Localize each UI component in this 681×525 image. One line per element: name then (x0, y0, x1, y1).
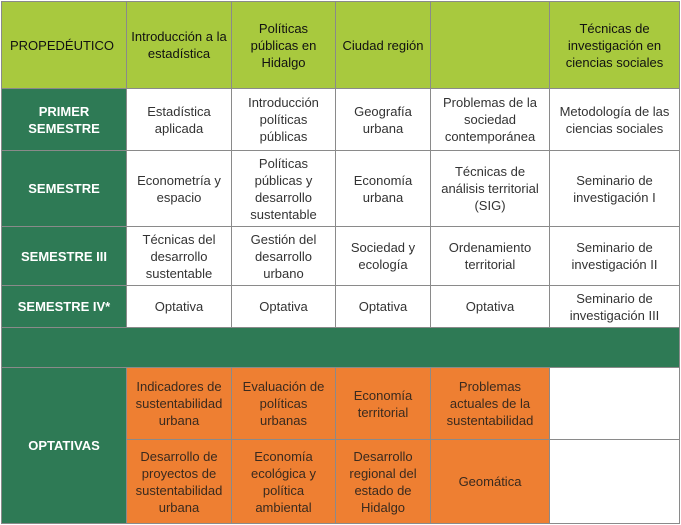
course-cell: Optativa (127, 286, 232, 328)
semester-label: SEMESTRE (2, 151, 127, 227)
optativa-cell: Desarrollo regional del estado de Hidalgo (336, 440, 431, 524)
curriculum-table (1, 1, 680, 524)
optativa-empty-cell (550, 440, 680, 524)
course-cell: Seminario de investigación III (550, 286, 680, 328)
course-cell: Metodología de las ciencias sociales (550, 89, 680, 151)
course-cell: Ordenamiento territorial (431, 227, 550, 286)
course-cell: Problemas de la sociedad contemporánea (431, 89, 550, 151)
semester-row (2, 286, 680, 328)
optativa-cell: Economía ecológica y política ambiental (232, 440, 336, 524)
course-cell: Economía urbana (336, 151, 431, 227)
course-cell: Técnicas de análisis territorial (SIG) (431, 151, 550, 227)
propedeutico-label: PROPEDÉUTICO (2, 2, 127, 89)
semester-label: PRIMER SEMESTRE (2, 89, 127, 151)
course-cell: Optativa (431, 286, 550, 328)
header-row (2, 2, 680, 89)
header-cell: Técnicas de investigación en ciencias sociales (550, 2, 680, 89)
separator-row (2, 328, 680, 368)
semester-label: SEMESTRE III (2, 227, 127, 286)
semester-row (2, 227, 680, 286)
header-cell: Políticas públicas en Hidalgo (232, 2, 336, 89)
optativas-row (2, 368, 680, 440)
header-cell-empty (431, 2, 550, 89)
optativas-label: OPTATIVAS (2, 368, 127, 524)
course-cell: Geografía urbana (336, 89, 431, 151)
course-cell: Econometría y espacio (127, 151, 232, 227)
optativa-cell: Problemas actuales de la sustentabilidad (431, 368, 550, 440)
course-cell: Optativa (336, 286, 431, 328)
course-cell: Sociedad y ecología (336, 227, 431, 286)
course-cell: Introducción políticas públicas (232, 89, 336, 151)
course-cell: Técnicas del desarrollo sustentable (127, 227, 232, 286)
optativa-cell: Indicadores de sustentabilidad urbana (127, 368, 232, 440)
course-cell: Gestión del desarrollo urbano (232, 227, 336, 286)
header-cell: Ciudad región (336, 2, 431, 89)
course-cell: Seminario de investigación II (550, 227, 680, 286)
course-cell: Estadística aplicada (127, 89, 232, 151)
semester-label: SEMESTRE IV* (2, 286, 127, 328)
course-cell: Políticas públicas y desarrollo sustentable (232, 151, 336, 227)
course-cell: Seminario de investigación I (550, 151, 680, 227)
semester-row (2, 151, 680, 227)
optativa-cell: Desarrollo de proyectos de sustentabilidad urbana (127, 440, 232, 524)
green-separator-band (2, 328, 680, 368)
header-cell: Introducción a la estadística (127, 2, 232, 89)
optativa-empty-cell (550, 368, 680, 440)
semester-row (2, 89, 680, 151)
optativa-cell: Economía territorial (336, 368, 431, 440)
optativa-cell: Evaluación de políticas urbanas (232, 368, 336, 440)
optativa-cell: Geomática (431, 440, 550, 524)
course-cell: Optativa (232, 286, 336, 328)
